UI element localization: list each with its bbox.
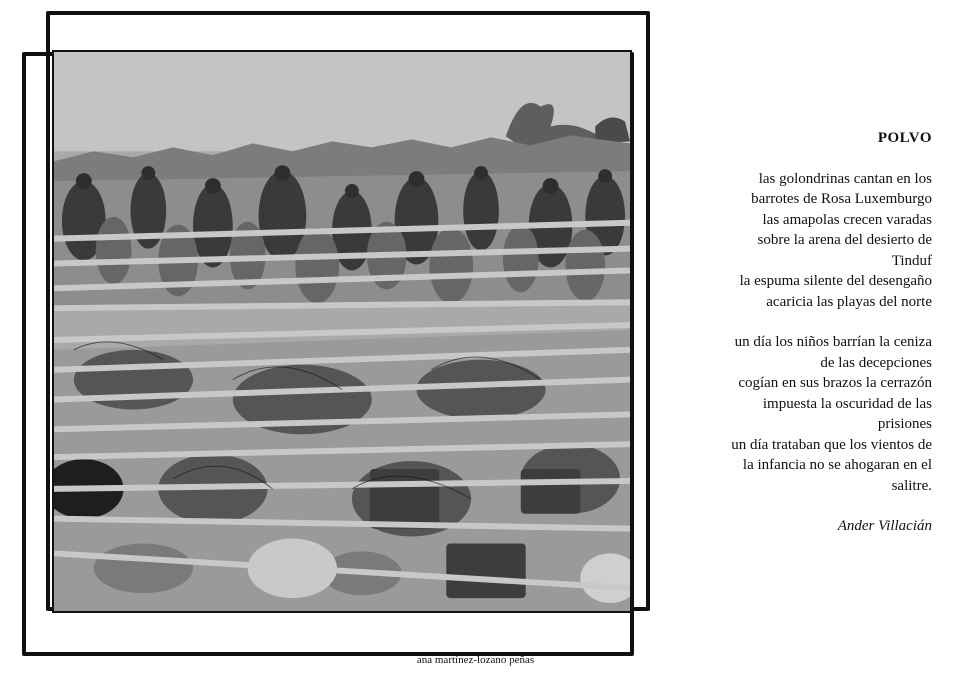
verse-line: cogían en sus brazos la cerrazón (738, 375, 932, 391)
verse-line: las golondrinas cantan en los (758, 170, 932, 187)
poem (660, 128, 932, 537)
poem-title: POLVO (877, 130, 932, 146)
poem-author: Ander Villacián (837, 518, 932, 534)
stanza-2 (660, 332, 932, 496)
verse-line: salitre. (891, 477, 932, 494)
verse-line: Tinduf (891, 252, 932, 269)
verse-line: sobre la arena del desierto de (757, 232, 932, 248)
stanza-1 (660, 169, 932, 313)
crowd-scene-drawing (54, 52, 630, 611)
verse-line: de las decepciones (820, 354, 932, 371)
verse-line: un día los niños barrían la ceniza (734, 334, 932, 350)
verse-line: la infancia no se ahogaran en el (742, 457, 932, 473)
artist-credit (0, 654, 959, 666)
artist-credit-text: ana martínez-lozano peñas (416, 654, 535, 666)
verse-line: barrotes de Rosa Luxemburgo (751, 191, 932, 207)
crowd-illustration (52, 50, 632, 613)
verse-line: acaricia las playas del norte (766, 293, 932, 310)
verse-line: un día trataban que los vientos de (731, 436, 932, 453)
verse-line: las amapolas crecen varadas (762, 211, 932, 228)
verse-line: impuesta la oscuridad de las (762, 395, 932, 412)
verse-line: la espuma silente del desengaño (739, 273, 932, 289)
verse-line: prisiones (877, 416, 932, 432)
